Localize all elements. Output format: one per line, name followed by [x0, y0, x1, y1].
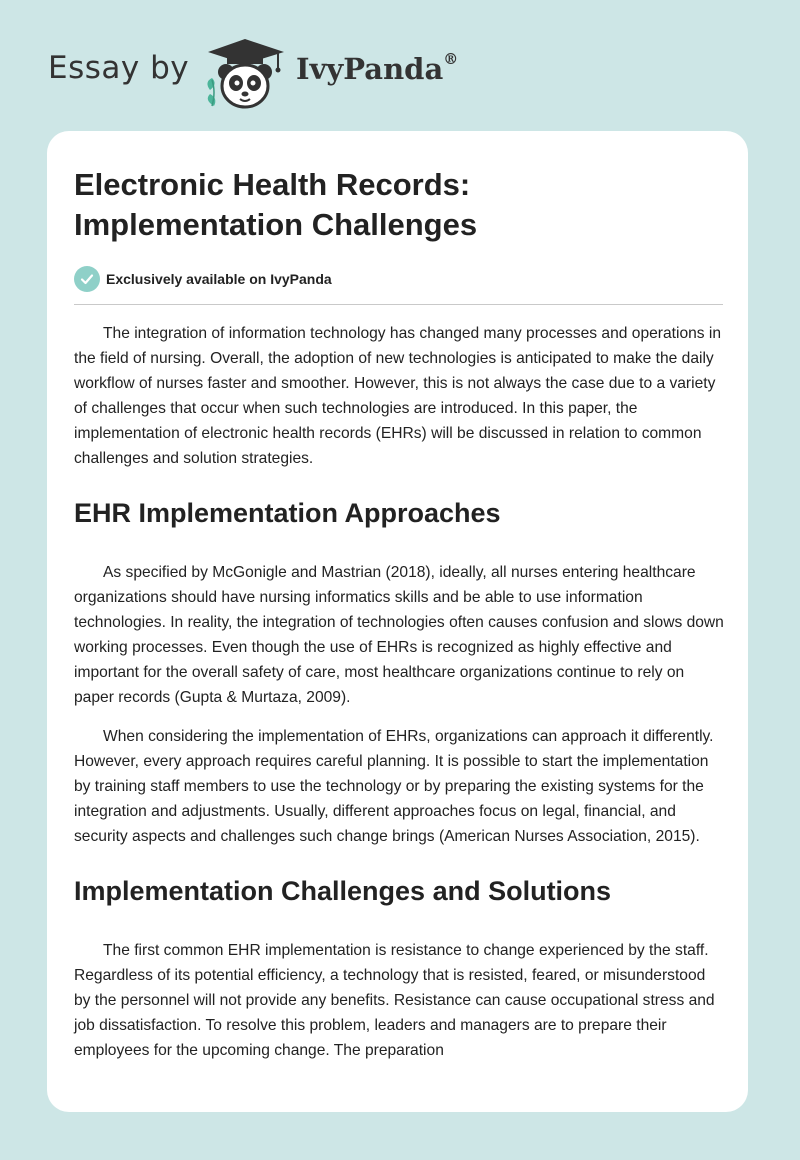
article-title: Electronic Health Records: Implementation Challenges — [74, 167, 478, 242]
paragraph: When considering the implementation of EHRs, organizations can approach it differently. However, every approach requires careful planning. It is possible to start the implementation by training staff members to use the technology or by preparing the existing systems for the integration and adjustments. Usually, different approaches focus on legal, financial, and security aspects and challenges such change brings (American Nurses Association, 2015). — [74, 728, 714, 845]
paragraph: The first common EHR implementation is resistance to change experienced by the staff. Regardless of its potential efficiency, a technology that is resisted, feared, or misunderstood by the personnel will not provide any benefits. Resistance can cause occupational stress and job dissatisfaction. To resolve this problem, leaders and managers are to prepare their employees for the upcoming change. The preparation — [74, 942, 715, 1059]
registered-mark: ® — [443, 50, 459, 69]
article-card — [47, 131, 748, 1112]
section-heading-challenges: Implementation Challenges and Solutions — [74, 876, 612, 906]
check-circle-icon — [74, 266, 100, 292]
intro-paragraph: The integration of information technology has changed many processes and operations in the field of nursing. Overall, the adoption of new technologies is anticipated to make the daily workflow of nurses faster and smoother. However, this is not always the case due to a variety of challenges that occur when such technologies are introduced. In this paper, the implementation of electronic health records (EHRs) will be discussed in relation to common challenges and solution strategies. — [74, 325, 722, 467]
article-content — [74, 165, 724, 1063]
paragraph: As specified by McGonigle and Mastrian (2018), ideally, all nurses entering healthcare organizations should have nursing informatics skills and be able to use information technologies. In reality, the integration of technologies often causes confusion and slows down working processes. Even though the use of EHRs is recognized as highly effective and important for the overall safety of care, most healthcare organizations continue to rely on paper records (Gupta & Murtaza, 2009). — [74, 564, 724, 706]
section-heading-approaches: EHR Implementation Approaches — [74, 498, 501, 528]
exclusive-badge — [74, 265, 724, 293]
panda-graduate-icon[interactable] — [200, 36, 290, 110]
brand-name[interactable]: IvyPanda® — [296, 50, 459, 86]
essay-by-label: Essay by — [48, 50, 190, 86]
divider — [74, 304, 723, 305]
exclusive-badge-text: Exclusively available on IvyPanda — [106, 271, 332, 287]
site-header — [0, 0, 800, 130]
